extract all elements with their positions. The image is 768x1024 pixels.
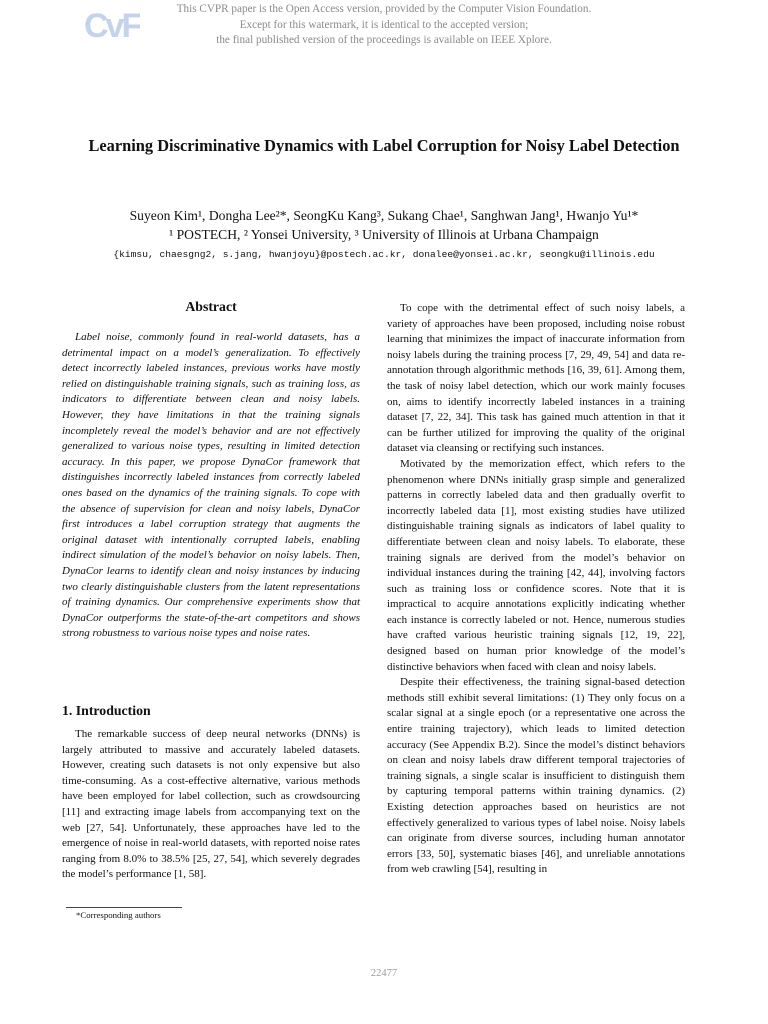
author-list: Suyeon Kim¹, Dongha Lee²*, SeongKu Kang³, Sukang Chae¹, Sanghwan Jang¹, Hwanjo Yu¹* — [129, 208, 639, 223]
watermark-line: the final published version of the proceedings is available on IEEE Xplore. — [216, 34, 552, 46]
right-column — [387, 301, 685, 878]
abstract-text: Label noise, commonly found in real-world datasets, has a detrimental impact on a model’s generalization. To effectively detect incorrectly labeled instances, previous works have mostly relied on distinguishable training signals, such as training loss, as indicators to differentiate between clean and noisy labels. However, they have limitations in that the training signals incompletely reveal the model’s behavior and are not effectively generalized to various noise types, resulting in limited detection accuracy. In this paper, we propose DynaCor framework that distinguishes incorrectly labeled instances from correctly labeled ones based on the dynamics of the training signals. To cope with the absence of supervision for clean and noisy labels, DynaCor first introduces a label corruption strategy that augments the original dataset with intentionally corrupted labels, enabling indirect simulation of the model’s behavior on noisy labels. Then, DynaCor learns to identify clean and noisy instances by inducing two clearly distinguishable clusters from the latent representations of training dynamics. Our comprehensive experiments show that DynaCor outperforms the state-of-the-art competitors and shows strong robustness to various noise types and noise rates. — [62, 331, 360, 640]
watermark-line: This CVPR paper is the Open Access version, provided by the Computer Vision Foundation. — [176, 3, 592, 15]
page-number: 22477 — [370, 968, 398, 979]
paragraph: Despite their effectiveness, the training signal-based detection methods still exhibit several limitations: (1) They only focus on a scalar signal at a single epoch (or a representative one across the entire training trajectory), which leads to limited detection accuracy (See Appendix B.2). Since the model’s distinct behaviors on clean and noisy labels draw different temporal trajectories of training signals, a single scalar is insufficient to distinguish them by capturing temporal patterns within training dynamics. (2) Existing detection approaches based on heuristics are not effectively generalized to various types of label noise. Noisy labels can originate from diverse sources, including human annotator errors [33, 50], systematic biases [46], and unreliable annotations from web crawling [54], resulting in — [387, 676, 685, 876]
paper-title: Learning Discriminative Dynamics with Label Corruption for Noisy Label Detection — [88, 136, 680, 155]
paragraph: Motivated by the memorization effect, which refers to the phenomenon where DNNs initially grasp simple and generalized patterns in correctly labeled data and then gradually overfit to incorrectly labeled data [1], most existing studies have utilized distinguishable training signals as indicators of label quality to differentiate between clean and noisy labels. To elaborate, these training signals are derived from the model’s behavior on individual instances during the training [42, 44], involving factors such as training loss or confidence scores. Note that it is impractical to acquire annotations explicitly indicating whether each instance is correctly labeled or not. Hence, numerous studies have crafted various heuristic training signals [12, 19, 22], designed based on human prior knowledge of the model’s distinctive behaviors when faced with clean and noisy labels. — [387, 457, 685, 673]
author-emails: {kimsu, chaesgng2, s.jang, hwanjoyu}@postech.ac.kr, donalee@yonsei.ac.kr, seongku@illinois.edu — [113, 249, 655, 260]
footnote: *Corresponding authors — [76, 910, 161, 920]
section-heading-introduction: 1. Introduction — [62, 703, 151, 718]
abstract-body — [62, 330, 360, 642]
paragraph: To cope with the detrimental effect of such noisy labels, a variety of approaches have been proposed, including noise robust learning that minimizes the impact of inaccurate information from noisy labels during the training process [7, 29, 49, 54] and data re-annotation through algorithmic methods [16, 39, 61]. Among them, the task of noisy label detection, which our work mainly focuses on, aims to identify incorrectly labeled instances in a training dataset [7, 22, 34]. This task has gained much attention in that it can be further utilized for improving the quality of the original dataset via cleansing or rectifying such instances. — [387, 302, 685, 455]
abstract-heading: Abstract — [185, 299, 237, 314]
cvf-logo — [84, 6, 140, 42]
watermark-line: Except for this watermark, it is identical to the accepted version; — [239, 18, 529, 31]
affiliations: ¹ POSTECH, ² Yonsei University, ³ University of Illinois at Urbana Champaign — [169, 227, 599, 242]
paragraph: The remarkable success of deep neural networks (DNNs) is largely attributed to massive and accurately labeled datasets. However, creating such datasets is not only expensive but also time-consuming. As a cost-effective alternative, various methods have been employed for label collection, such as crowdsourcing [11] and extracting image labels from accompanying text on the web [27, 54]. Unfortunately, these approaches have led to the emergence of noise in real-world datasets, with reported noise rates ranging from 8.0% to 38.5% [25, 27, 54], which severely degrades the model’s performance [1, 58]. — [62, 728, 360, 881]
watermark — [160, 2, 608, 49]
footnote-rule — [66, 907, 182, 908]
author-block — [40, 206, 728, 244]
svg-text:CvF: CvF — [84, 7, 140, 42]
introduction-body — [62, 727, 360, 883]
